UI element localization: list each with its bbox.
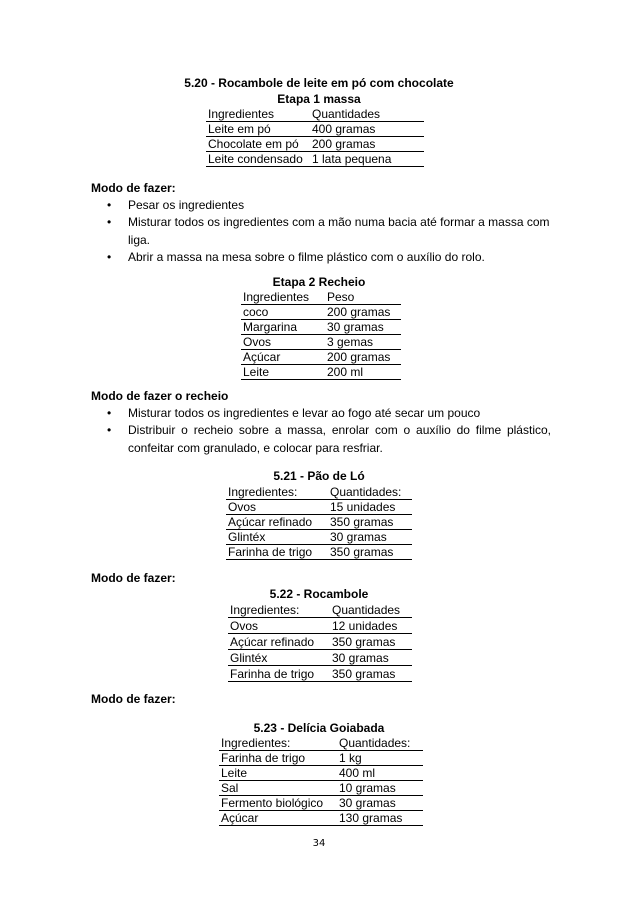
table-row — [206, 122, 424, 137]
method-heading-5-21: Modo de fazer: — [91, 571, 176, 585]
table-cell: 3 gemas — [325, 335, 401, 350]
table-cell: Ovos — [241, 335, 325, 350]
table-cell: 15 unidades — [328, 500, 412, 515]
step-text: Distribuir o recheio sobre a massa, enrolar com o auxílio do filme plástico, confeitar com granulado, e colocar para resfriar. — [128, 423, 551, 455]
table-row — [219, 736, 423, 751]
recipe-title-5-22: 5.22 - Rocambole — [269, 587, 369, 601]
method-list-5-20 — [91, 197, 551, 267]
table-row — [219, 796, 423, 811]
table-cell: 30 gramas — [328, 530, 412, 545]
table-cell: Ingredientes — [206, 107, 310, 122]
table-row — [226, 545, 412, 560]
table-cell: 10 gramas — [337, 781, 423, 796]
table-cell: 1 lata pequena — [310, 152, 424, 167]
table-cell: Açúcar — [241, 350, 325, 365]
table-row — [228, 666, 412, 682]
filling-method-heading: Modo de fazer o recheio — [91, 389, 229, 403]
table-row — [241, 290, 401, 305]
table-row — [241, 350, 401, 365]
step-text: Abrir a massa na mesa sobre o filme plástico com o auxílio do rolo. — [128, 250, 485, 265]
table-cell: Leite — [219, 766, 337, 781]
ingredients-table-5-22 — [228, 602, 412, 682]
table-cell: 350 gramas — [330, 634, 412, 650]
table-cell: Leite — [241, 365, 325, 380]
table-row — [206, 107, 424, 122]
table-cell: Açúcar refinado — [226, 515, 328, 530]
filling-table-5-20 — [241, 290, 401, 380]
table-row — [226, 530, 412, 545]
table-cell: Quantidades: — [328, 485, 412, 500]
table-cell: Leite em pó — [206, 122, 310, 137]
table-row — [226, 515, 412, 530]
table-row — [241, 335, 401, 350]
table-cell: Açúcar refinado — [228, 634, 330, 650]
table-cell: Ingredientes: — [226, 485, 328, 500]
list-item — [91, 249, 551, 266]
method-heading-5-20: Modo de fazer: — [91, 181, 176, 195]
step-text: Pesar os ingredientes — [128, 198, 245, 212]
table-cell: 350 gramas — [328, 545, 412, 560]
recipe-title-5-21: 5.21 - Pão de Ló — [273, 469, 365, 483]
table-row — [206, 137, 424, 152]
table-row — [219, 811, 423, 826]
table-row — [219, 766, 423, 781]
table-row — [226, 500, 412, 515]
table-row — [219, 751, 423, 766]
bullet-icon: • — [107, 423, 112, 438]
bullet-icon: • — [107, 215, 112, 230]
ingredients-table-5-21 — [226, 485, 412, 560]
table-row — [228, 618, 412, 634]
recipe-title-5-23: 5.23 - Delícia Goiabada — [253, 721, 385, 735]
table-cell: Ingredientes — [241, 290, 325, 305]
table-row — [241, 365, 401, 380]
table-row — [241, 320, 401, 335]
table-cell: 12 unidades — [330, 618, 412, 634]
table-cell: 30 gramas — [330, 650, 412, 666]
bullet-icon: • — [107, 198, 112, 212]
table-cell: Ingredientes: — [219, 736, 337, 751]
ingredients-table-5-20 — [206, 107, 424, 167]
table-cell: Açúcar — [219, 811, 337, 826]
table-cell: 350 gramas — [330, 666, 412, 682]
table-cell: Farinha de trigo — [226, 545, 328, 560]
table-cell: Ovos — [228, 618, 330, 634]
table-row — [228, 634, 412, 650]
step-text: Misturar todos os ingredientes e levar ao fogo até secar um pouco — [128, 406, 481, 420]
table-cell: Quantidades — [310, 107, 424, 122]
table-cell: 400 ml — [337, 766, 423, 781]
table-row — [226, 485, 412, 500]
table-cell: Ingredientes: — [228, 602, 330, 618]
table-cell: Glintéx — [228, 650, 330, 666]
list-item — [91, 422, 551, 457]
table-cell: Leite condensado — [206, 152, 310, 167]
table-cell: Quantidades — [330, 602, 412, 618]
table-row — [241, 305, 401, 320]
list-item — [91, 197, 551, 214]
table-cell: Sal — [219, 781, 337, 796]
stage2-title: Etapa 2 Recheio — [272, 275, 366, 289]
table-cell: 30 gramas — [337, 796, 423, 811]
table-row — [228, 602, 412, 618]
table-cell: 400 gramas — [310, 122, 424, 137]
table-row — [206, 152, 424, 167]
table-row — [228, 650, 412, 666]
page-number: 34 — [312, 838, 326, 849]
table-cell: 1 kg — [337, 751, 423, 766]
table-cell: 200 ml — [325, 365, 401, 380]
table-cell: 350 gramas — [328, 515, 412, 530]
bullet-icon: • — [107, 250, 112, 265]
table-cell: Fermento biológico — [219, 796, 337, 811]
recipe-title-5-20: 5.20 - Rocambole de leite em pó com chocolate — [184, 76, 454, 90]
table-cell: Peso — [325, 290, 401, 305]
table-cell: Chocolate em pó — [206, 137, 310, 152]
table-cell: 200 gramas — [325, 350, 401, 365]
filling-method-list — [91, 405, 551, 457]
table-cell: Quantidades: — [337, 736, 423, 751]
table-row — [219, 781, 423, 796]
table-cell: Glintéx — [226, 530, 328, 545]
table-cell: Ovos — [226, 500, 328, 515]
bullet-icon: • — [107, 406, 112, 420]
stage1-title: Etapa 1 massa — [277, 92, 361, 106]
table-cell: 130 gramas — [337, 811, 423, 826]
list-item — [91, 214, 551, 249]
table-cell: 200 gramas — [325, 305, 401, 320]
table-cell: Farinha de trigo — [219, 751, 337, 766]
table-cell: coco — [241, 305, 325, 320]
table-cell: Farinha de trigo — [228, 666, 330, 682]
table-cell: 200 gramas — [310, 137, 424, 152]
table-cell: Margarina — [241, 320, 325, 335]
list-item — [91, 405, 551, 422]
method-heading-5-22: Modo de fazer: — [91, 692, 176, 706]
step-text: Misturar todos os ingredientes com a mão numa bacia até formar a massa com liga. — [128, 215, 550, 247]
ingredients-table-5-23 — [219, 736, 423, 826]
table-cell: 30 gramas — [325, 320, 401, 335]
